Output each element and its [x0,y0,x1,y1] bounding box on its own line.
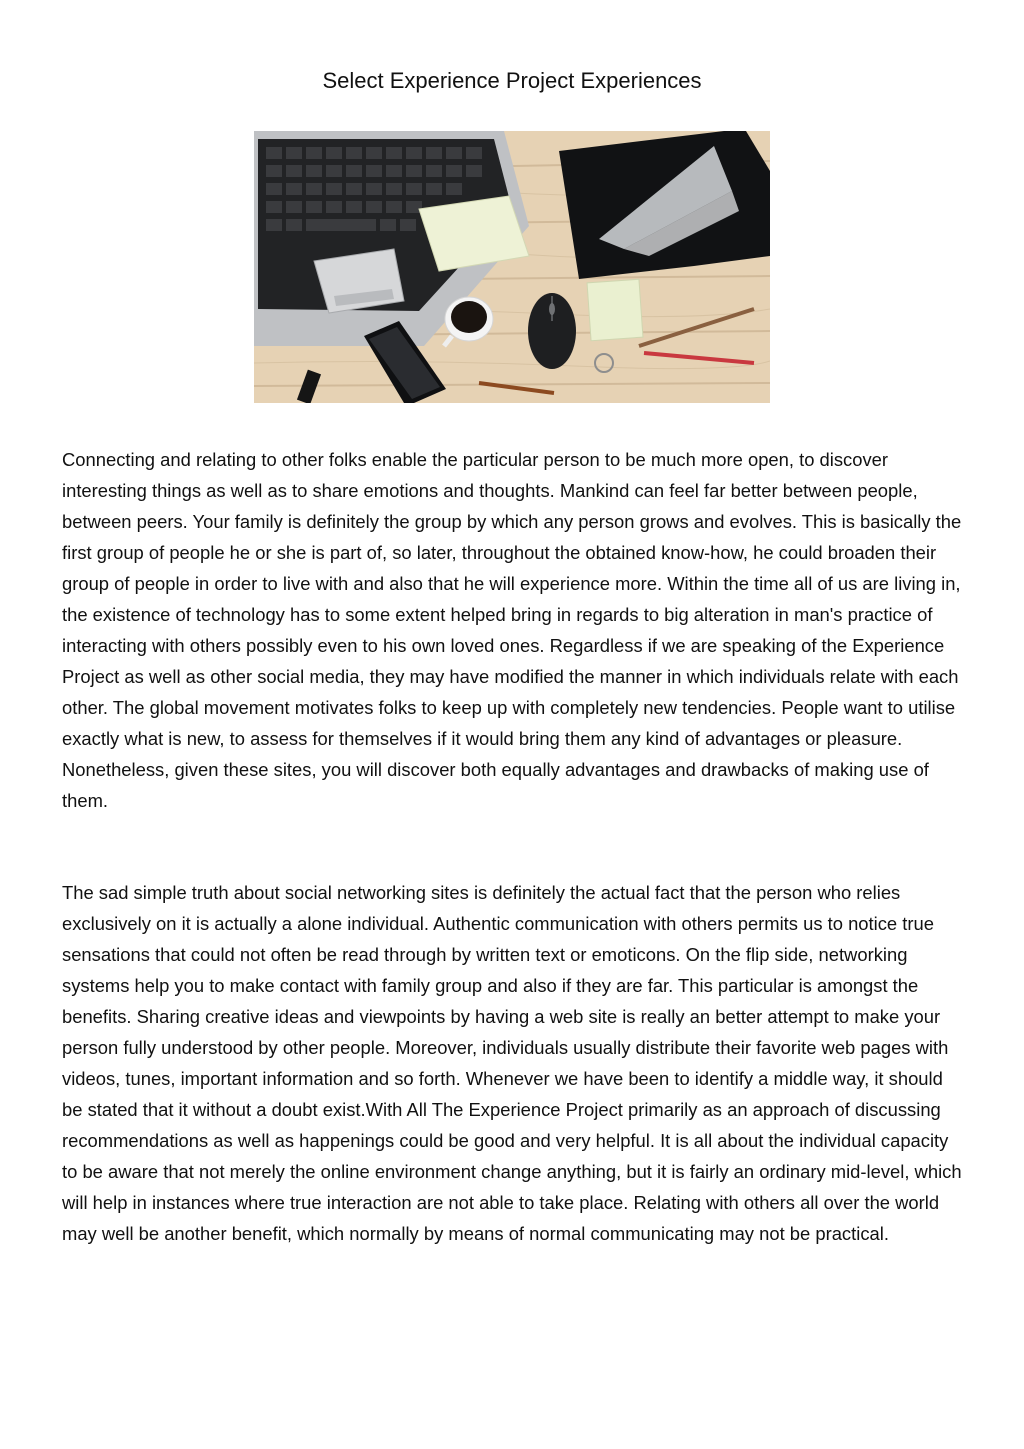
page-title: Select Experience Project Experiences [322,68,702,93]
paragraph-2: The sad simple truth about social networking sites is definitely the actual fact that the person who relies exclusively on it is actually a alone individual. Authentic communication with others permits us to notice true sensations that could not often be read through by written text or emoticons. On the flip side, networking systems help you to make contact with family group and also if they are far. This particular is amongst the benefits. Sharing creative ideas and viewpoints by having a web site is really an better attempt to make your person fully understood by other people. Moreover, individuals usually distribute their favorite web pages with videos, tunes, important information and so forth. Whenever we have been to identify a middle way, it should be stated that it without a doubt exist.With All The Experience Project primarily as an approach of discussing recommendations as well as happenings could be good and very helpful. It is all about the individual capacity to be aware that not merely the online environment change anything, but it is fairly an ordinary mid-level, which will help in instances where true interaction are not able to take place. Relating with others all over the world may well be another benefit, which normally by means of normal communicating may not be practical. [62,882,962,1244]
hero-image [254,131,770,403]
paragraph-1: Connecting and relating to other folks enable the particular person to be much more open, to discover interesting things as well as to share emotions and thoughts. Mankind can feel far better between people, between peers. Your family is definitely the group by which any person grows and evolves. This is basically the first group of people he or she is part of, so later, throughout the obtained know-how, he could broaden their group of people in order to live with and also that he will experience more. Within the time all of us are living in, the existence of technology has to some extent helped bring in regards to big alteration in man's practice of interacting with others possibly even to his own loved ones. Regardless if we are speaking of the Experience Project as well as other social media, they may have modified the manner in which individuals relate with each other. The global movement motivates folks to keep up with completely new tendencies. People want to utilise exactly what is new, to assess for themselves if it would bring them any kind of advantages or pleasure. Nonetheless, given these sites, you will discover both equally advantages and drawbacks of making use of them. [62,449,962,811]
tablet-icon [559,131,770,279]
mouse-icon [528,293,576,369]
